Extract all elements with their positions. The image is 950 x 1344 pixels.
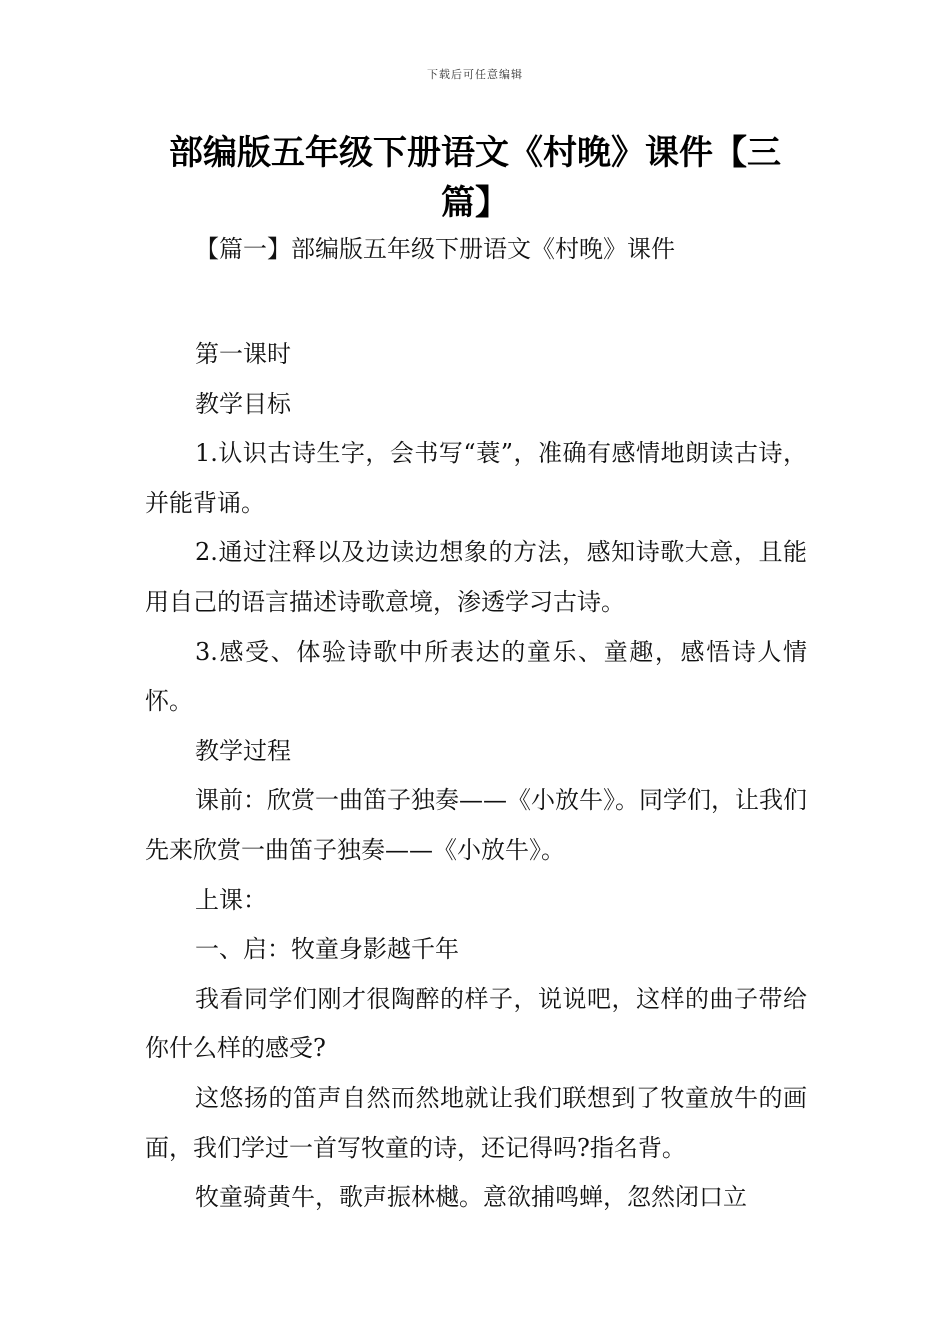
paragraph: 牧童骑黄牛，歌声振林樾。意欲捕鸣蝉，忽然闭口立 bbox=[195, 1183, 747, 1212]
paragraph: 教学目标 bbox=[195, 389, 291, 418]
paragraph: 上课： bbox=[195, 885, 267, 914]
header-note: 下载后可任意编辑 bbox=[427, 68, 523, 81]
paragraph: 我看同学们刚才很陶醉的样子，说说吧，这样的曲子带给你什么样的感受? bbox=[145, 984, 807, 1063]
paragraph: 一、启：牧童身影越千年 bbox=[195, 935, 459, 964]
document-title: 部编版五年级下册语文《村晚》课件【三篇】 bbox=[169, 133, 781, 223]
paragraph: 2.通过注释以及边读边想象的方法，感知诗歌大意，且能用自己的语言描述诗歌意境，渗透学习古诗。 bbox=[145, 538, 807, 616]
paragraph: 第一课时 bbox=[195, 340, 291, 368]
paragraph: 教学过程 bbox=[195, 736, 291, 765]
paragraph: 课前：欣赏一曲笛子独奏——《小放牛》。同学们，让我们先来欣赏一曲笛子独奏——《小放牛》。 bbox=[145, 786, 807, 864]
paragraph: 3.感受、体验诗歌中所表达的童乐、童趣，感悟诗人情怀。 bbox=[145, 637, 807, 716]
paragraph: 1.认识古诗生字，会书写“蓑”，准确有感情地朗读古诗，并能背诵。 bbox=[145, 439, 807, 517]
document-body bbox=[145, 330, 807, 1223]
paragraph: 这悠扬的笛声自然而然地就让我们联想到了牧童放牛的画面，我们学过一首写牧童的诗，还记得吗?指名背。 bbox=[145, 1083, 807, 1162]
section-title: 【篇一】部编版五年级下册语文《村晚》课件 bbox=[195, 235, 675, 263]
